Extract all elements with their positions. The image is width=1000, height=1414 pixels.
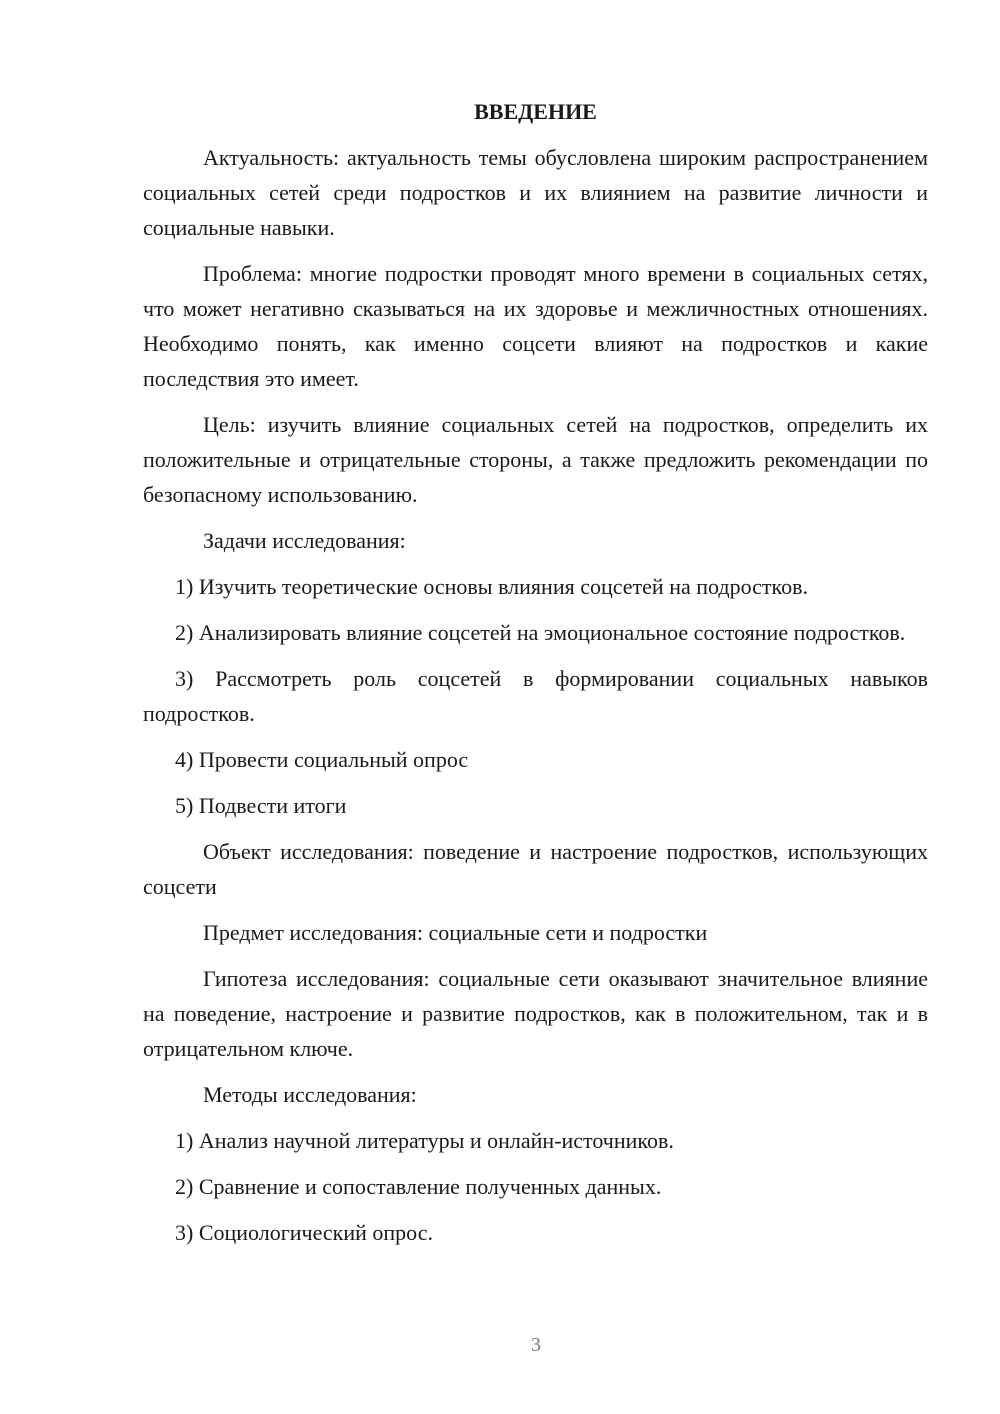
task-item: 4) Провести социальный опрос xyxy=(175,747,469,772)
subject-paragraph: Предмет исследования: социальные сети и подростки xyxy=(203,920,708,945)
method-item: 1) Анализ научной литературы и онлайн-источников. xyxy=(175,1128,674,1153)
task-item: 2) Анализировать влияние соцсетей на эмоциональное состояние подростков. xyxy=(175,620,906,645)
method-item: 3) Социологический опрос. xyxy=(175,1220,433,1245)
problem-paragraph: Проблема: многие подростки проводят много времени в социальных сетях, что может негативно сказываться на их здоровье и межличностных отношениях. Необходимо понять, как именно соцсети влияют на подростков и какие последствия это имеет. xyxy=(143,261,928,391)
page-number: 3 xyxy=(531,1334,541,1356)
page-title: ВВЕДЕНИЕ xyxy=(474,99,597,124)
task-item: 5) Подвести итоги xyxy=(175,793,347,818)
object-paragraph: Объект исследования: поведение и настроение подростков, использующих соцсети xyxy=(143,839,928,899)
goal-paragraph: Цель: изучить влияние социальных сетей на подростков, определить их положительные и отрицательные стороны, а также предложить рекомендации по безопасному использованию. xyxy=(143,412,928,507)
task-item: 1) Изучить теоретические основы влияния соцсетей на подростков. xyxy=(175,574,808,599)
methods-heading: Методы исследования: xyxy=(203,1082,417,1107)
task-item: 3) Рассмотреть роль соцсетей в формировании социальных навыков подростков. xyxy=(143,666,928,726)
relevance-paragraph: Актуальность: актуальность темы обусловлена широким распространением социальных сетей среди подростков и их влиянием на развитие личности и социальные навыки. xyxy=(143,145,928,240)
tasks-heading: Задачи исследования: xyxy=(203,528,406,553)
method-item: 2) Сравнение и сопоставление полученных данных. xyxy=(175,1174,662,1199)
hypothesis-paragraph: Гипотеза исследования: социальные сети оказывают значительное влияние на поведение, настроение и развитие подростков, как в положительном, так и в отрицательном ключе. xyxy=(143,966,928,1061)
page-content xyxy=(143,94,928,1261)
